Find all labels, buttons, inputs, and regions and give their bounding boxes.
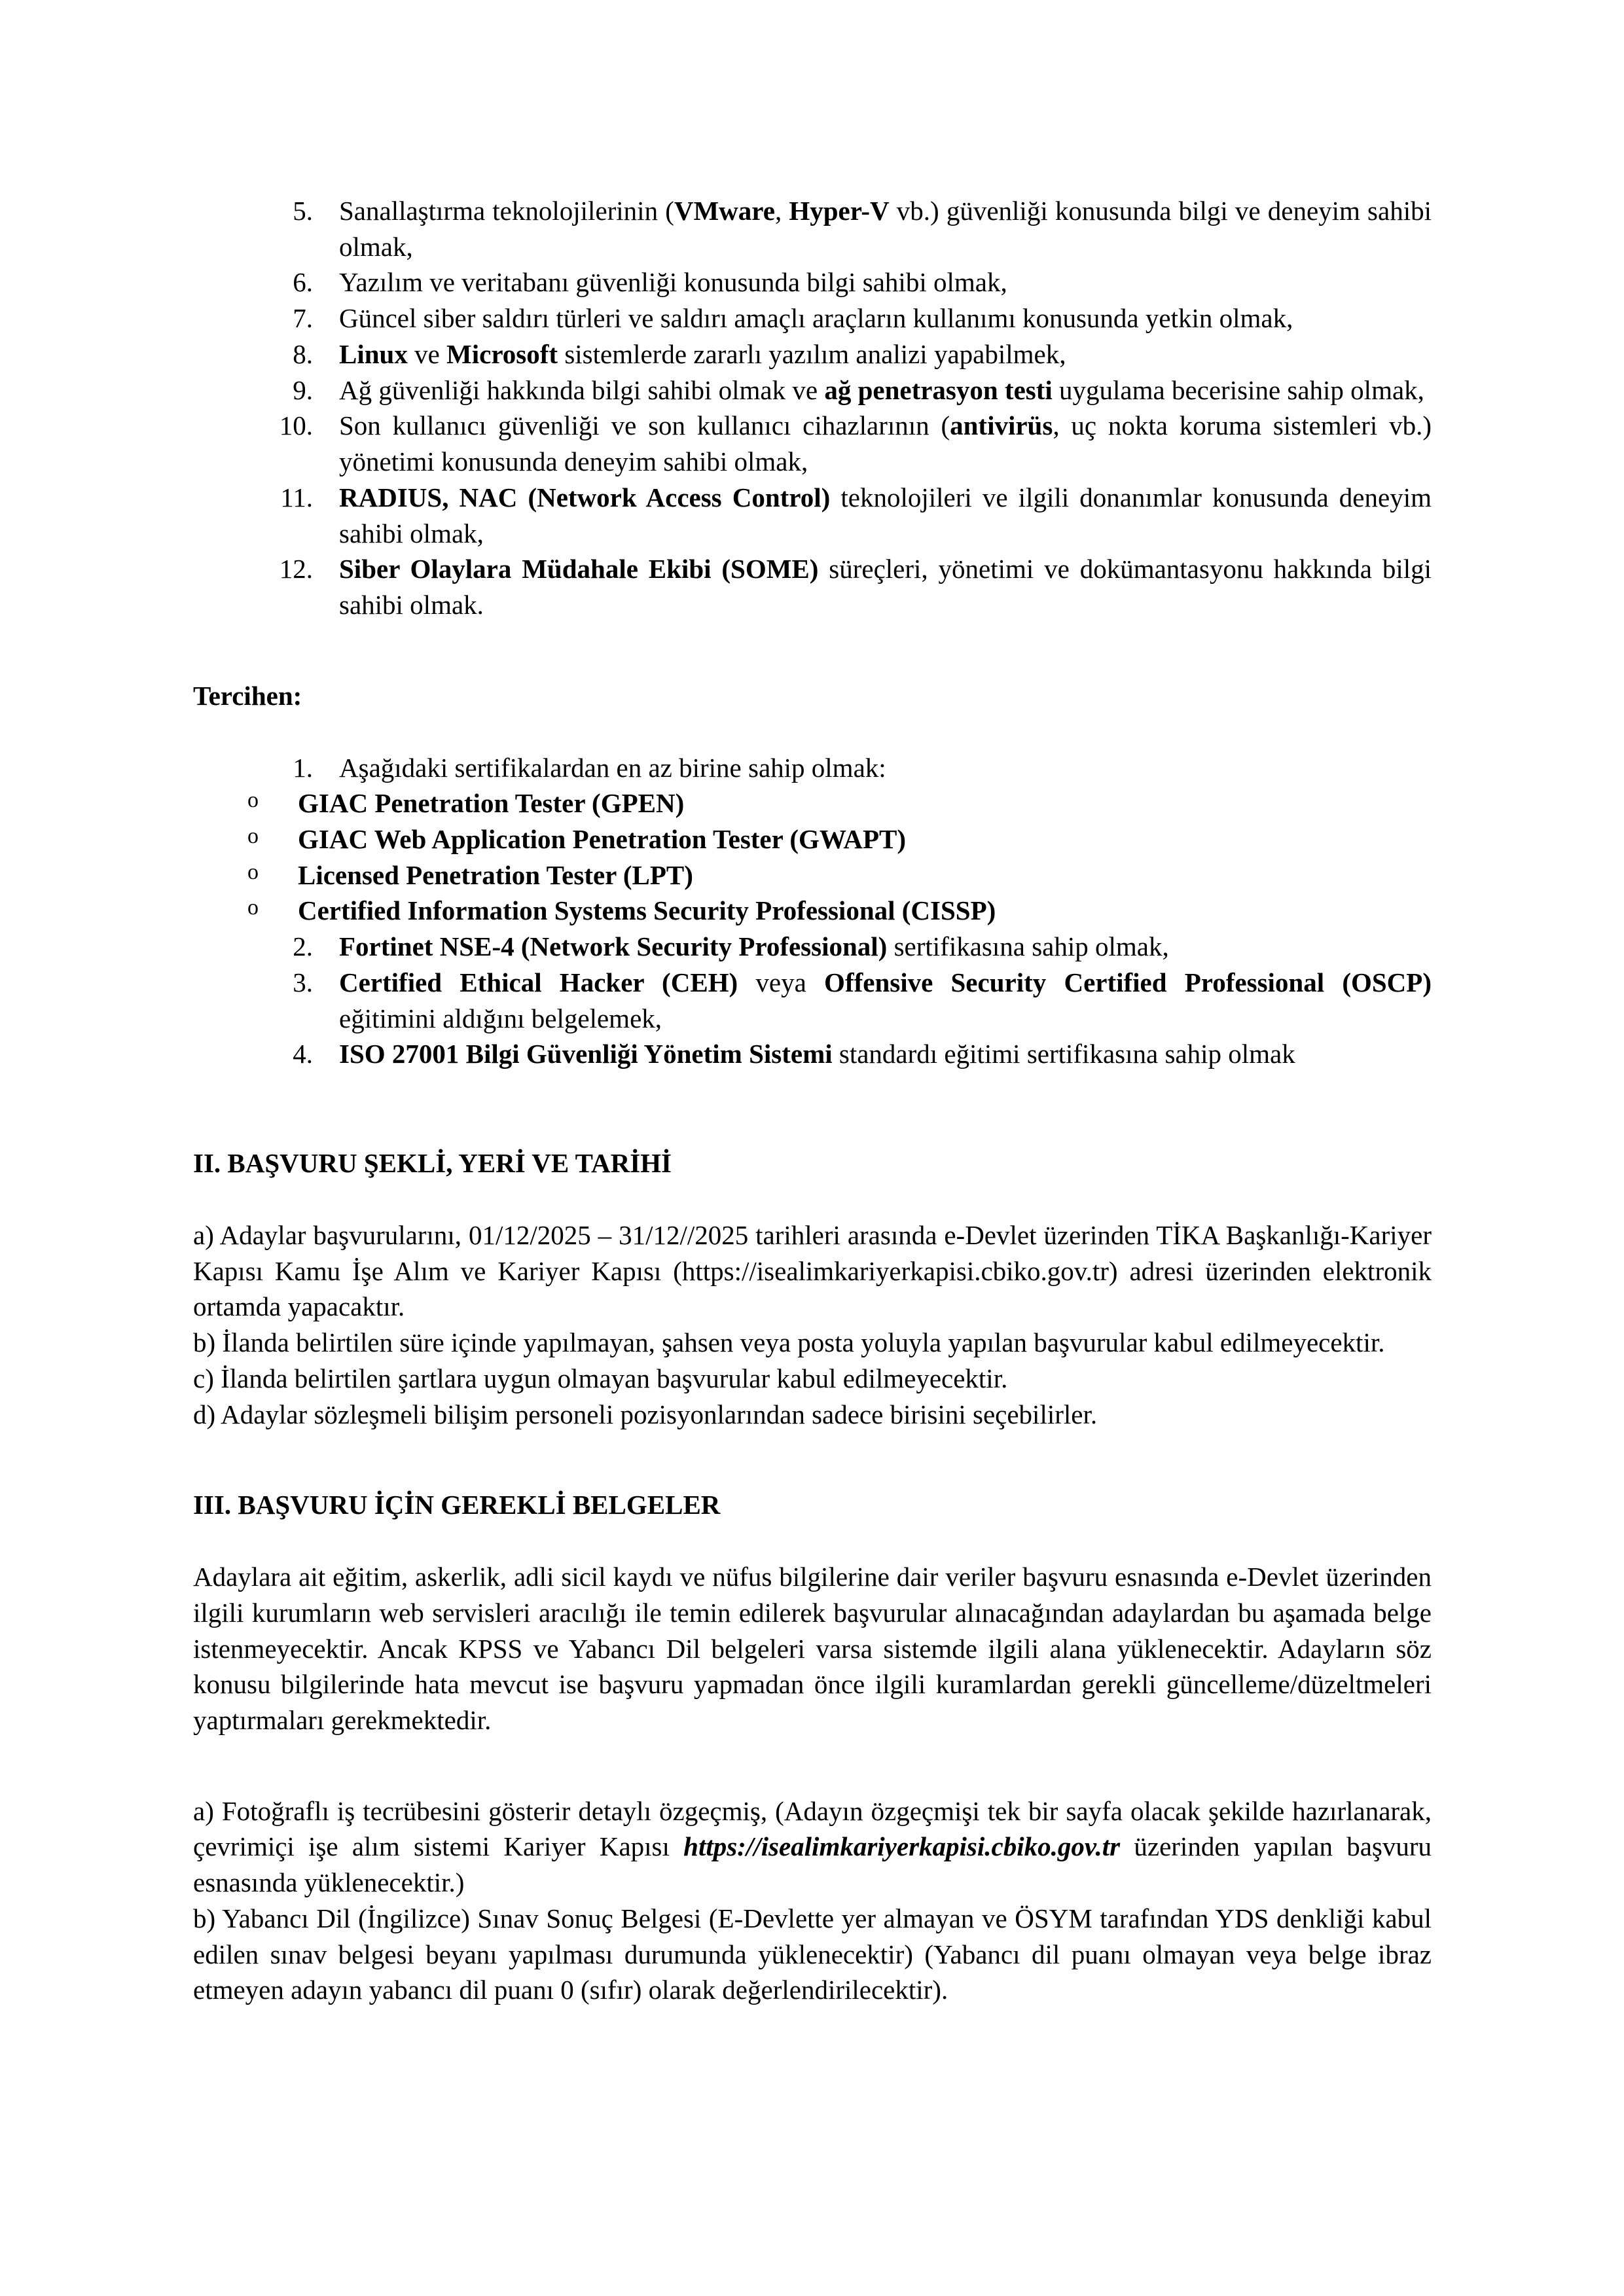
section-two-heading: II. BAŞVURU ŞEKLİ, YERİ VE TARİHİ (193, 1148, 672, 1179)
spacer (193, 1181, 1432, 1217)
section-two-paragraph-b: b) İlanda belirtilen süre içinde yapılmayan, şahsen veya posta yoluyla yapılan başvurular kabul edilmeyecektir. (193, 1327, 1385, 1358)
list-item (193, 821, 1432, 857)
preferred-list-continued (241, 929, 1432, 1072)
section-three-document-a: a) Fotoğraflı iş tecrübesini gösterir detaylı özgeçmiş, (Adayın özgeçmişi tek bir sayfa olacak şekilde hazırlanarak, çevrimiçi işe alım sistemi Kariyer Kapısı https://isealimkariyerkapisi.cbiko.gov.tr üzerinden yapılan başvuru esnasında yüklenecektir.) (193, 1795, 1432, 1898)
list-item (241, 300, 1432, 336)
list-item-text: Son kullanıcı güvenliği ve son kullanıcı cihazlarının (antivirüs, uç nokta koruma sistemleri vb.) yönetimi konusunda deneyim sahibi olmak, (339, 410, 1432, 477)
list-item (241, 336, 1432, 372)
list-item (241, 408, 1432, 479)
list-item-text: Certified Ethical Hacker (CEH) veya Offensive Security Certified Professional (OSCP) eğitimini aldığını belgelemek, (339, 967, 1432, 1033)
list-marker: 11. (280, 482, 313, 512)
list-item-text: Ağ güvenliği hakkında bilgi sahibi olmak ve ağ penetrasyon testi uygulama becerisine sahip olmak, (339, 374, 1424, 405)
section-two-paragraph-d: d) Adaylar sözleşmeli bilişim personeli pozisyonlarından sadece birisini seçebilirler. (193, 1399, 1098, 1429)
list-marker: 1. (293, 752, 313, 783)
spacer (193, 1072, 1432, 1145)
list-item-text: Sanallaştırma teknolojilerinin (VMware, Hyper-V vb.) güvenliği konusunda bilgi ve deneyim sahibi olmak, (339, 196, 1432, 262)
list-item (241, 372, 1432, 408)
spacer (193, 623, 1432, 678)
document-body (193, 193, 1432, 2008)
certificate-label: Licensed Penetration Tester (LPT) (298, 859, 693, 890)
list-item-text: Siber Olaylara Müdahale Ekibi (SOME) süreçleri, yönetimi ve dokümantasyonu hakkında bilgi sahibi olmak. (339, 554, 1432, 620)
list-item (241, 750, 1432, 786)
list-marker: 8. (293, 338, 313, 369)
spacer (193, 1738, 1432, 1793)
certificate-label: GIAC Web Application Penetration Tester (GWAPT) (298, 824, 906, 855)
list-marker: 2. (293, 931, 313, 962)
section-two-paragraph-c: c) İlanda belirtilen şartlara uygun olmayan başvurular kabul edilmeyecektir. (193, 1363, 1008, 1393)
list-item-text: ISO 27001 Bilgi Güvenliği Yönetim Sistemi standardı eğitimi sertifikasına sahip olmak (339, 1039, 1295, 1069)
spacer (193, 1432, 1432, 1487)
list-item (241, 480, 1432, 551)
list-marker: 10. (279, 410, 313, 441)
list-item (193, 893, 1432, 929)
list-item (241, 193, 1432, 264)
section-two-paragraph-a: a) Adaylar başvurularını, 01/12/2025 – 31/12//2025 tarihleri arasında e-Devlet üzerinden TİKA Başkanlığı-Kariyer Kapısı Kamu İşe Alım ve Kariyer Kapısı (https://isealimkariyerkapisi.cbiko.gov.tr) adresi üzerinden elektronik ortamda yapacaktır. (193, 1219, 1432, 1322)
certificate-label: GIAC Penetration Tester (GPEN) (298, 788, 685, 819)
circle-bullet-icon: o (247, 788, 259, 813)
list-marker: 5. (293, 196, 313, 226)
preferred-heading: Tercihen: (193, 680, 302, 711)
list-item-text: RADIUS, NAC (Network Access Control) teknolojileri ve ilgili donanımlar konusunda deneyim sahibi olmak, (339, 482, 1432, 548)
list-item-text: Aşağıdaki sertifikalardan en az birine sahip olmak: (339, 752, 886, 783)
list-marker: 7. (293, 303, 313, 334)
list-marker: 3. (293, 967, 313, 997)
list-item-text: Güncel siber saldırı türleri ve saldırı amaçlı araçların kullanımı konusunda yetkin olmak, (339, 303, 1293, 334)
list-item (193, 785, 1432, 821)
list-item (241, 965, 1432, 1036)
list-item-text: Yazılım ve veritabanı güvenliği konusunda bilgi sahibi olmak, (339, 267, 1007, 298)
spacer (193, 714, 1432, 750)
preferred-list (241, 750, 1432, 786)
section-three-intro: Adaylara ait eğitim, askerlik, adli sicil kaydı ve nüfus bilgilerine dair veriler başvuru esnasında e-Devlet üzerinden ilgili kurumların web servisleri aracılığı ile temin edilerek başvurular alınacağından adaylardan bu aşamada belge istenmeyecektir. Ancak KPSS ve Yabancı Dil belgeleri varsa sistemde ilgili alana yüklenecektir. Adayların söz konusu bilgilerinde hata mevcut ise başvuru yapmadan önce ilgili kuramlardan gerekli güncelleme/düzeltmeleri yaptırmaları gerekmektedir. (193, 1562, 1432, 1735)
list-marker: 9. (293, 374, 313, 405)
list-marker: 6. (293, 267, 313, 298)
certificate-list (193, 785, 1432, 929)
list-item (193, 857, 1432, 893)
circle-bullet-icon: o (247, 859, 259, 884)
requirements-list (241, 193, 1432, 623)
section-three-heading: III. BAŞVURU İÇİN GEREKLİ BELGELER (193, 1490, 721, 1520)
circle-bullet-icon: o (247, 895, 259, 920)
circle-bullet-icon: o (247, 824, 259, 849)
list-item (241, 1036, 1432, 1072)
list-marker: 12. (279, 554, 313, 584)
list-item (241, 929, 1432, 965)
list-marker: 4. (293, 1039, 313, 1069)
list-item (241, 264, 1432, 300)
list-item-text: Linux ve Microsoft sistemlerde zararlı yazılım analizi yapabilmek, (339, 338, 1066, 369)
list-item-text: Fortinet NSE-4 (Network Security Professional) sertifikasına sahip olmak, (339, 931, 1169, 962)
section-three-document-b: b) Yabancı Dil (İngilizce) Sınav Sonuç Belgesi (E-Devlette yer almayan ve ÖSYM tarafından YDS denkliği kabul edilen sınav belgesi beyanı yapılması durumunda yüklenecektir) (Yabancı dil puanı olmayan veya belge ibraz etmeyen adayın yabancı dil puanı 0 (sıfır) olarak değerlendirilecektir). (193, 1903, 1432, 2005)
spacer (193, 1523, 1432, 1559)
certificate-label: Certified Information Systems Security Professional (CISSP) (298, 895, 996, 926)
list-item (241, 551, 1432, 622)
